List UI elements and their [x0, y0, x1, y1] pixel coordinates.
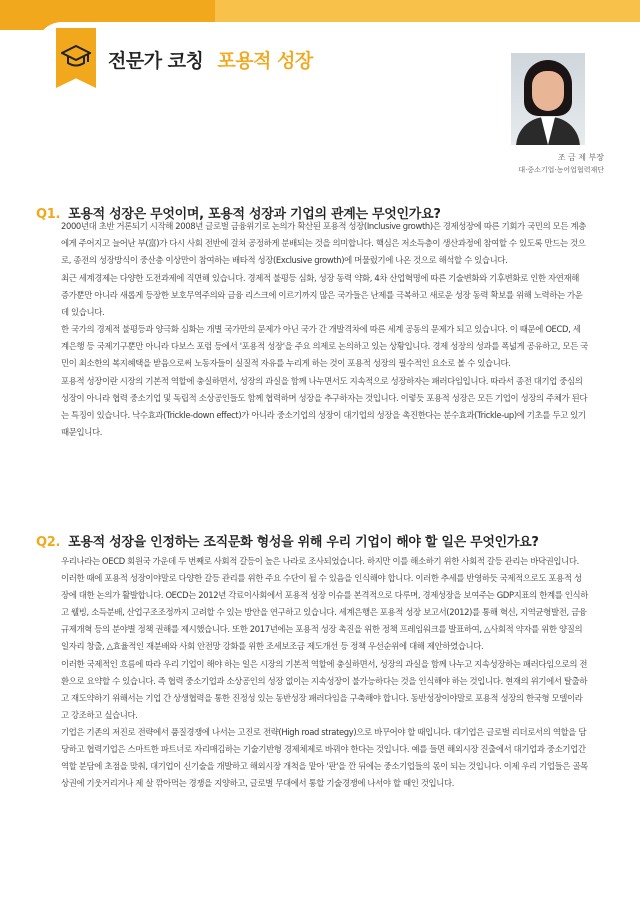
question-2-heading [36, 531, 539, 550]
question-1-number: Q1. [36, 207, 61, 222]
question-2-number: Q2. [36, 535, 61, 550]
answer-2-paragraph: 우리나라는 OECD 회원국 가운데 두 번째로 사회적 갈등이 높은 나라로 조사되었습니다. 하지만 이를 해소하기 위한 사회적 갈등 관리는 바닥권입니다. 이러한 때에 포용적 성장이야말로 다양한 갈등 관리를 위한 주요 수단이 될 수 있음을 인식해야 합니다. 이러한 추세를 반영하듯 국제적으로도 포용적 성장에 대한 논의가 활발합니다. OECD는 2012년 각료이사회에서 포용적 성장 이슈를 본격적으로 다루며, 경제성장을 보여주는 GDP지표의 한계를 인식하고 웰빙, 소득분배, 산업구조조정까지 고려할 수 있는 방안을 연구하고 있습니다. 세계은행은 포용적 성장 보고서(2012)를 통해 혁신, 지역균형발전, 금융규제개혁 등의 분야별 정책 권해를 제시했습니다. 또한 2017년에는 포용적 성장 촉진을 위한 정책 프레임워크를 발표하여, △사회적 약자를 위한 양질의 일자리 창출, △효율적인 재분배와 사회 안전망 강화를 위한 조세보조금 제도개선 등 정책 우선순위에 대해 제안하였습니다. [61, 556, 588, 651]
answer-1-paragraph: 최근 세계경제는 다양한 도전과제에 직면해 있습니다. 경제적 불평등 심화, 성장 동력 약화, 4차 산업혁명에 따른 기술변화와 기후변화로 인한 자연재해 증가뿐만 아니라 새롭게 등장한 보호무역주의와 금융 리스크에 이르기까지 많은 국가들은 난제를 극복하고 새로운 성장 동력 확보를 위해 노력하는 가운데 있습니다. [61, 272, 583, 317]
answer-2-paragraph: 기업은 기존의 저진로 전략에서 품질경쟁에 나서는 고진로 전략(High road strategy)으로 바꾸어야 할 때입니다. 대기업은 글로벌 리더로서의 역할을 담당하고 협력기업은 스마트한 파트너로 자리매김하는 기술기반형 경제체제로 바꿔야 한다는 것입니다. 예를 들면 해외시장 진출에서 대기업과 중소기업간 역할 분담에 초점을 맞춰, 대기업이 신기술을 개발하고 해외시장 개척을 맡아 '판'을 깐 뒤에는 중소기업들의 몫이 되는 것입니다. 이제 우리 기업들은 골목상권에 기웃거리거나 제 살 깎아먹는 경쟁을 지양하고, 글로벌 무대에서 통할 기술경쟁에 나서야 할 때인 것입니다. [61, 727, 588, 789]
question-1-title: 포용적 성장은 무엇이며, 포용적 성장과 기업의 관계는 무엇인가요? [68, 207, 441, 222]
topic-title: 포용적 성장 [217, 50, 313, 72]
answer-2 [61, 553, 588, 793]
page-header [108, 46, 313, 73]
expert-photo [511, 53, 585, 145]
answer-1-paragraph: 2000년대 초반 거론되기 시작해 2008년 글로벌 금융위기로 논의가 확산된 포용적 성장(Inclusive growth)은 경제성장에 따른 기회가 국민의 모든 계층에게 주어지고 늘어난 부(富)가 다시 사회 전반에 걸쳐 공정하게 분배되는 것을 의미합니다. 핵심은 저소득층이 생산과정에 참여할 수 있도록 만드는 것으로, 종전의 성장방식이 중산층 이상만이 참여하는 배타적 성장(Exclusive growth)에 머물렀기에 나온 것으로 해석할 수 있습니다. [61, 221, 586, 265]
question-2-title: 포용적 성장을 인정하는 조직문화 형성을 위해 우리 기업이 해야 할 일은 무엇인가요? [68, 535, 539, 550]
answer-2-paragraph: 이러한 국제적인 흐름에 따라 우리 기업이 해야 하는 일은 시장의 기본적 역할에 충실하면서, 성장의 과실을 함께 나누고 지속성장하는 패러다임으로의 전환으로 요약할 수 있습니다. 즉 협력 중소기업과 소상공인의 성장 없이는 지속성장이 불가능하다는 것을 인식해야 하는 것입니다. 현재의 위기에서 탈출하고 재도약하기 위해서는 기업 간 상생협력을 통한 진정성 있는 동반성장 패러다임을 구축해야 합니다. 동반성장이야말로 포용적 성장의 한국형 모델이라고 강조하고 싶습니다. [61, 658, 588, 720]
answer-1 [61, 218, 588, 442]
section-label: 전문가 코칭 [108, 50, 204, 72]
expert-organization: 대·중소기업·농어업협력재단 [518, 166, 604, 174]
expert-name: 조 금 제 부장 [557, 153, 604, 162]
graduation-cap-icon [61, 44, 91, 70]
answer-1-paragraph: 포용적 성장이란 시장의 기본적 역할에 충실하면서, 성장의 과실을 함께 나누면서도 지속적으로 성장하자는 패러다임입니다. 따라서 종전 대기업 중심의 성장이 아니라 협력 중소기업 및 독립적 소상공인들도 함께 협력하며 성장을 추구하자는 것입니다. 이렇듯 포용적 성장은 모든 기업이 성장의 주체가 된다는 특징이 있습니다. 낙수효과(Trickle-down effect)가 아니라 중소기업의 성장이 대기업의 성장을 촉진한다는 분수효과(Trickle-up)에 기초를 두고 있기 때문입니다. [61, 376, 588, 438]
answer-1-paragraph: 한 국가의 경제적 불평등과 양극화 심화는 개별 국가만의 문제가 아닌 국가 간 개발격차에 따른 세계 공동의 문제가 되고 있습니다. 이 때문에 OECD, 세계은행 등 국제기구뿐만 아니라 다보스 포럼 등에서 '포용적 성장'을 주요 의제로 논의하고 있는 상황입니다. 경제 성장의 성과를 폭넓게 공유하고, 모든 국민이 최소한의 복지혜택을 받음으로써 노동자들이 실질적 자유를 누리게 하는 것이 포용적 성장의 필수적인 요소로 볼 수 있습니다. [61, 324, 588, 369]
